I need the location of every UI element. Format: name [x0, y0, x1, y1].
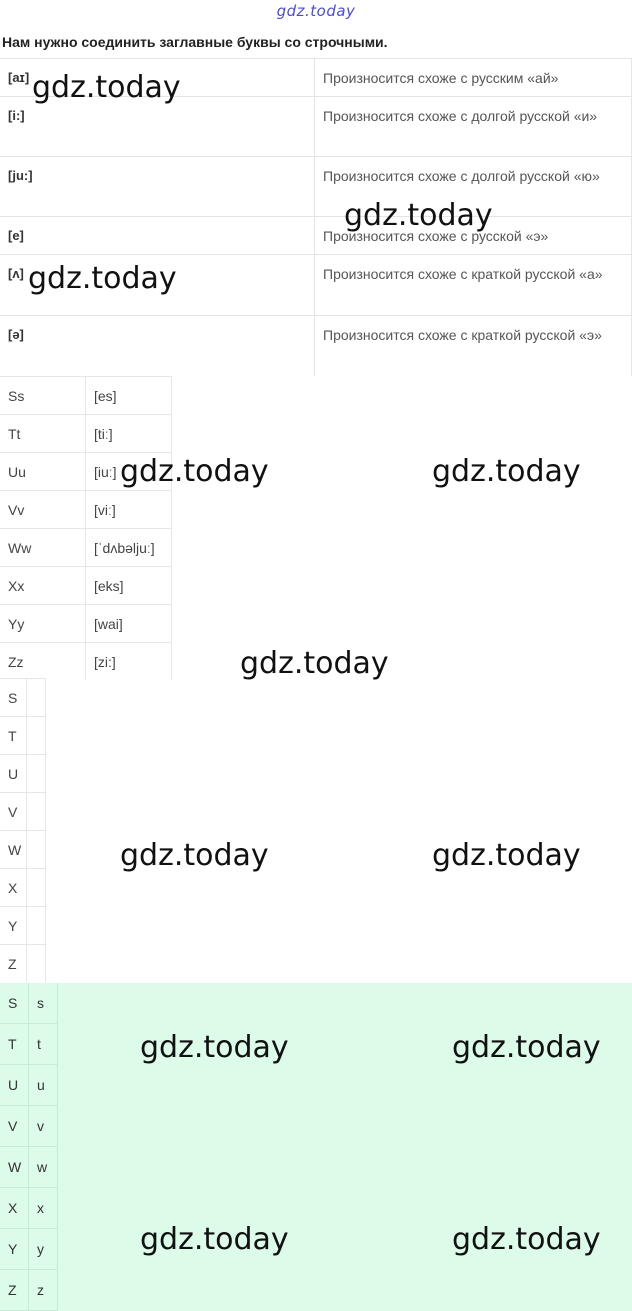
- lower-letter: z: [29, 1270, 58, 1311]
- transcription-table: [0, 376, 172, 680]
- upper-letter: Y: [0, 1229, 29, 1270]
- watermark: gdz.today: [28, 261, 177, 296]
- upper-letter: T: [0, 1024, 29, 1065]
- phonetic-description: Произносится схоже с долгой русской «и»: [315, 97, 632, 157]
- table-row: [0, 157, 632, 217]
- capital-cell: X: [0, 869, 27, 907]
- table-row: [0, 491, 172, 529]
- capitals-table: [0, 678, 46, 982]
- watermark: gdz.today: [432, 838, 581, 873]
- answer-table: [0, 983, 58, 1311]
- table-row: [0, 605, 172, 643]
- empty-cell: [27, 717, 46, 755]
- upper-letter: X: [0, 1188, 29, 1229]
- capital-cell: Z: [0, 945, 27, 983]
- upper-letter: Z: [0, 1270, 29, 1311]
- table-row: [0, 793, 46, 831]
- watermark: gdz.today: [140, 1222, 289, 1257]
- letter-cell: Uu: [0, 453, 86, 491]
- table-row: [0, 1270, 58, 1311]
- table-row: [0, 567, 172, 605]
- transcription-cell: [ˈdʌbəljuː]: [86, 529, 172, 567]
- phonetic-symbol: [ə]: [0, 316, 315, 376]
- letter-cell: Xx: [0, 567, 86, 605]
- phonetic-symbol: [e]: [0, 217, 315, 255]
- watermark: gdz.today: [120, 838, 269, 873]
- table-row: [0, 679, 46, 717]
- phonetic-description: Произносится схоже с русской «э»: [315, 217, 632, 255]
- table-row: [0, 869, 46, 907]
- table-row: [0, 316, 632, 376]
- lower-letter: s: [29, 983, 58, 1024]
- capital-cell: S: [0, 679, 27, 717]
- empty-cell: [27, 755, 46, 793]
- transcription-cell: [zi:]: [86, 643, 172, 681]
- watermark: gdz.today: [432, 454, 581, 489]
- letter-cell: Vv: [0, 491, 86, 529]
- table-row: [0, 945, 46, 983]
- upper-letter: V: [0, 1106, 29, 1147]
- table-row: [0, 717, 46, 755]
- phonetics-table: [0, 58, 632, 376]
- table-row: [0, 217, 632, 255]
- table-row: [0, 1065, 58, 1106]
- letter-cell: Ss: [0, 377, 86, 415]
- letter-cell: Zz: [0, 643, 86, 681]
- phonetic-description: Произносится схоже с русским «ай»: [315, 59, 632, 97]
- phonetic-symbol: [ʌ]: [0, 255, 315, 316]
- transcription-cell: [viː]: [86, 491, 172, 529]
- lower-letter: w: [29, 1147, 58, 1188]
- phonetic-description: Произносится схоже с краткой русской «э»: [315, 316, 632, 376]
- table-row: [0, 643, 172, 681]
- capital-cell: U: [0, 755, 27, 793]
- table-row: [0, 907, 46, 945]
- capital-cell: W: [0, 831, 27, 869]
- empty-cell: [27, 869, 46, 907]
- lower-letter: t: [29, 1024, 58, 1065]
- empty-cell: [27, 907, 46, 945]
- letter-cell: Tt: [0, 415, 86, 453]
- phonetic-description: Произносится схоже с краткой русской «а»: [315, 255, 632, 316]
- table-row: [0, 1106, 58, 1147]
- transcription-cell: [tiː]: [86, 415, 172, 453]
- task-heading: Нам нужно соединить заглавные буквы со строчными.: [2, 34, 388, 50]
- phonetic-symbol: [aɪ]: [0, 59, 315, 97]
- table-row: [0, 831, 46, 869]
- table-row: [0, 529, 172, 567]
- upper-letter: S: [0, 983, 29, 1024]
- transcription-cell: [eks]: [86, 567, 172, 605]
- transcription-cell: [iuː]: [86, 453, 172, 491]
- table-row: [0, 1229, 58, 1270]
- transcription-cell: [wai]: [86, 605, 172, 643]
- table-row: [0, 415, 172, 453]
- table-row: [0, 755, 46, 793]
- letter-cell: Ww: [0, 529, 86, 567]
- lower-letter: v: [29, 1106, 58, 1147]
- watermark: gdz.today: [240, 646, 389, 681]
- watermark: gdz.today: [344, 198, 493, 233]
- upper-letter: W: [0, 1147, 29, 1188]
- lower-letter: x: [29, 1188, 58, 1229]
- lower-letter: y: [29, 1229, 58, 1270]
- empty-cell: [27, 793, 46, 831]
- transcription-cell: [es]: [86, 377, 172, 415]
- table-row: [0, 377, 172, 415]
- letter-cell: Yy: [0, 605, 86, 643]
- capital-cell: Y: [0, 907, 27, 945]
- site-logo[interactable]: gdz.today: [276, 2, 356, 20]
- empty-cell: [27, 831, 46, 869]
- table-row: [0, 1188, 58, 1229]
- phonetic-symbol: [i:]: [0, 97, 315, 157]
- lower-letter: u: [29, 1065, 58, 1106]
- table-row: [0, 1147, 58, 1188]
- watermark: gdz.today: [452, 1222, 601, 1257]
- table-row: [0, 97, 632, 157]
- phonetic-description: Произносится схоже с долгой русской «ю»: [315, 157, 632, 217]
- watermark: gdz.today: [32, 70, 181, 105]
- watermark: gdz.today: [140, 1030, 289, 1065]
- upper-letter: U: [0, 1065, 29, 1106]
- table-row: [0, 1024, 58, 1065]
- capital-cell: V: [0, 793, 27, 831]
- watermark: gdz.today: [452, 1030, 601, 1065]
- empty-cell: [27, 679, 46, 717]
- table-row: [0, 983, 58, 1024]
- capital-cell: T: [0, 717, 27, 755]
- watermark: gdz.today: [120, 454, 269, 489]
- empty-cell: [27, 945, 46, 983]
- phonetic-symbol: [ju:]: [0, 157, 315, 217]
